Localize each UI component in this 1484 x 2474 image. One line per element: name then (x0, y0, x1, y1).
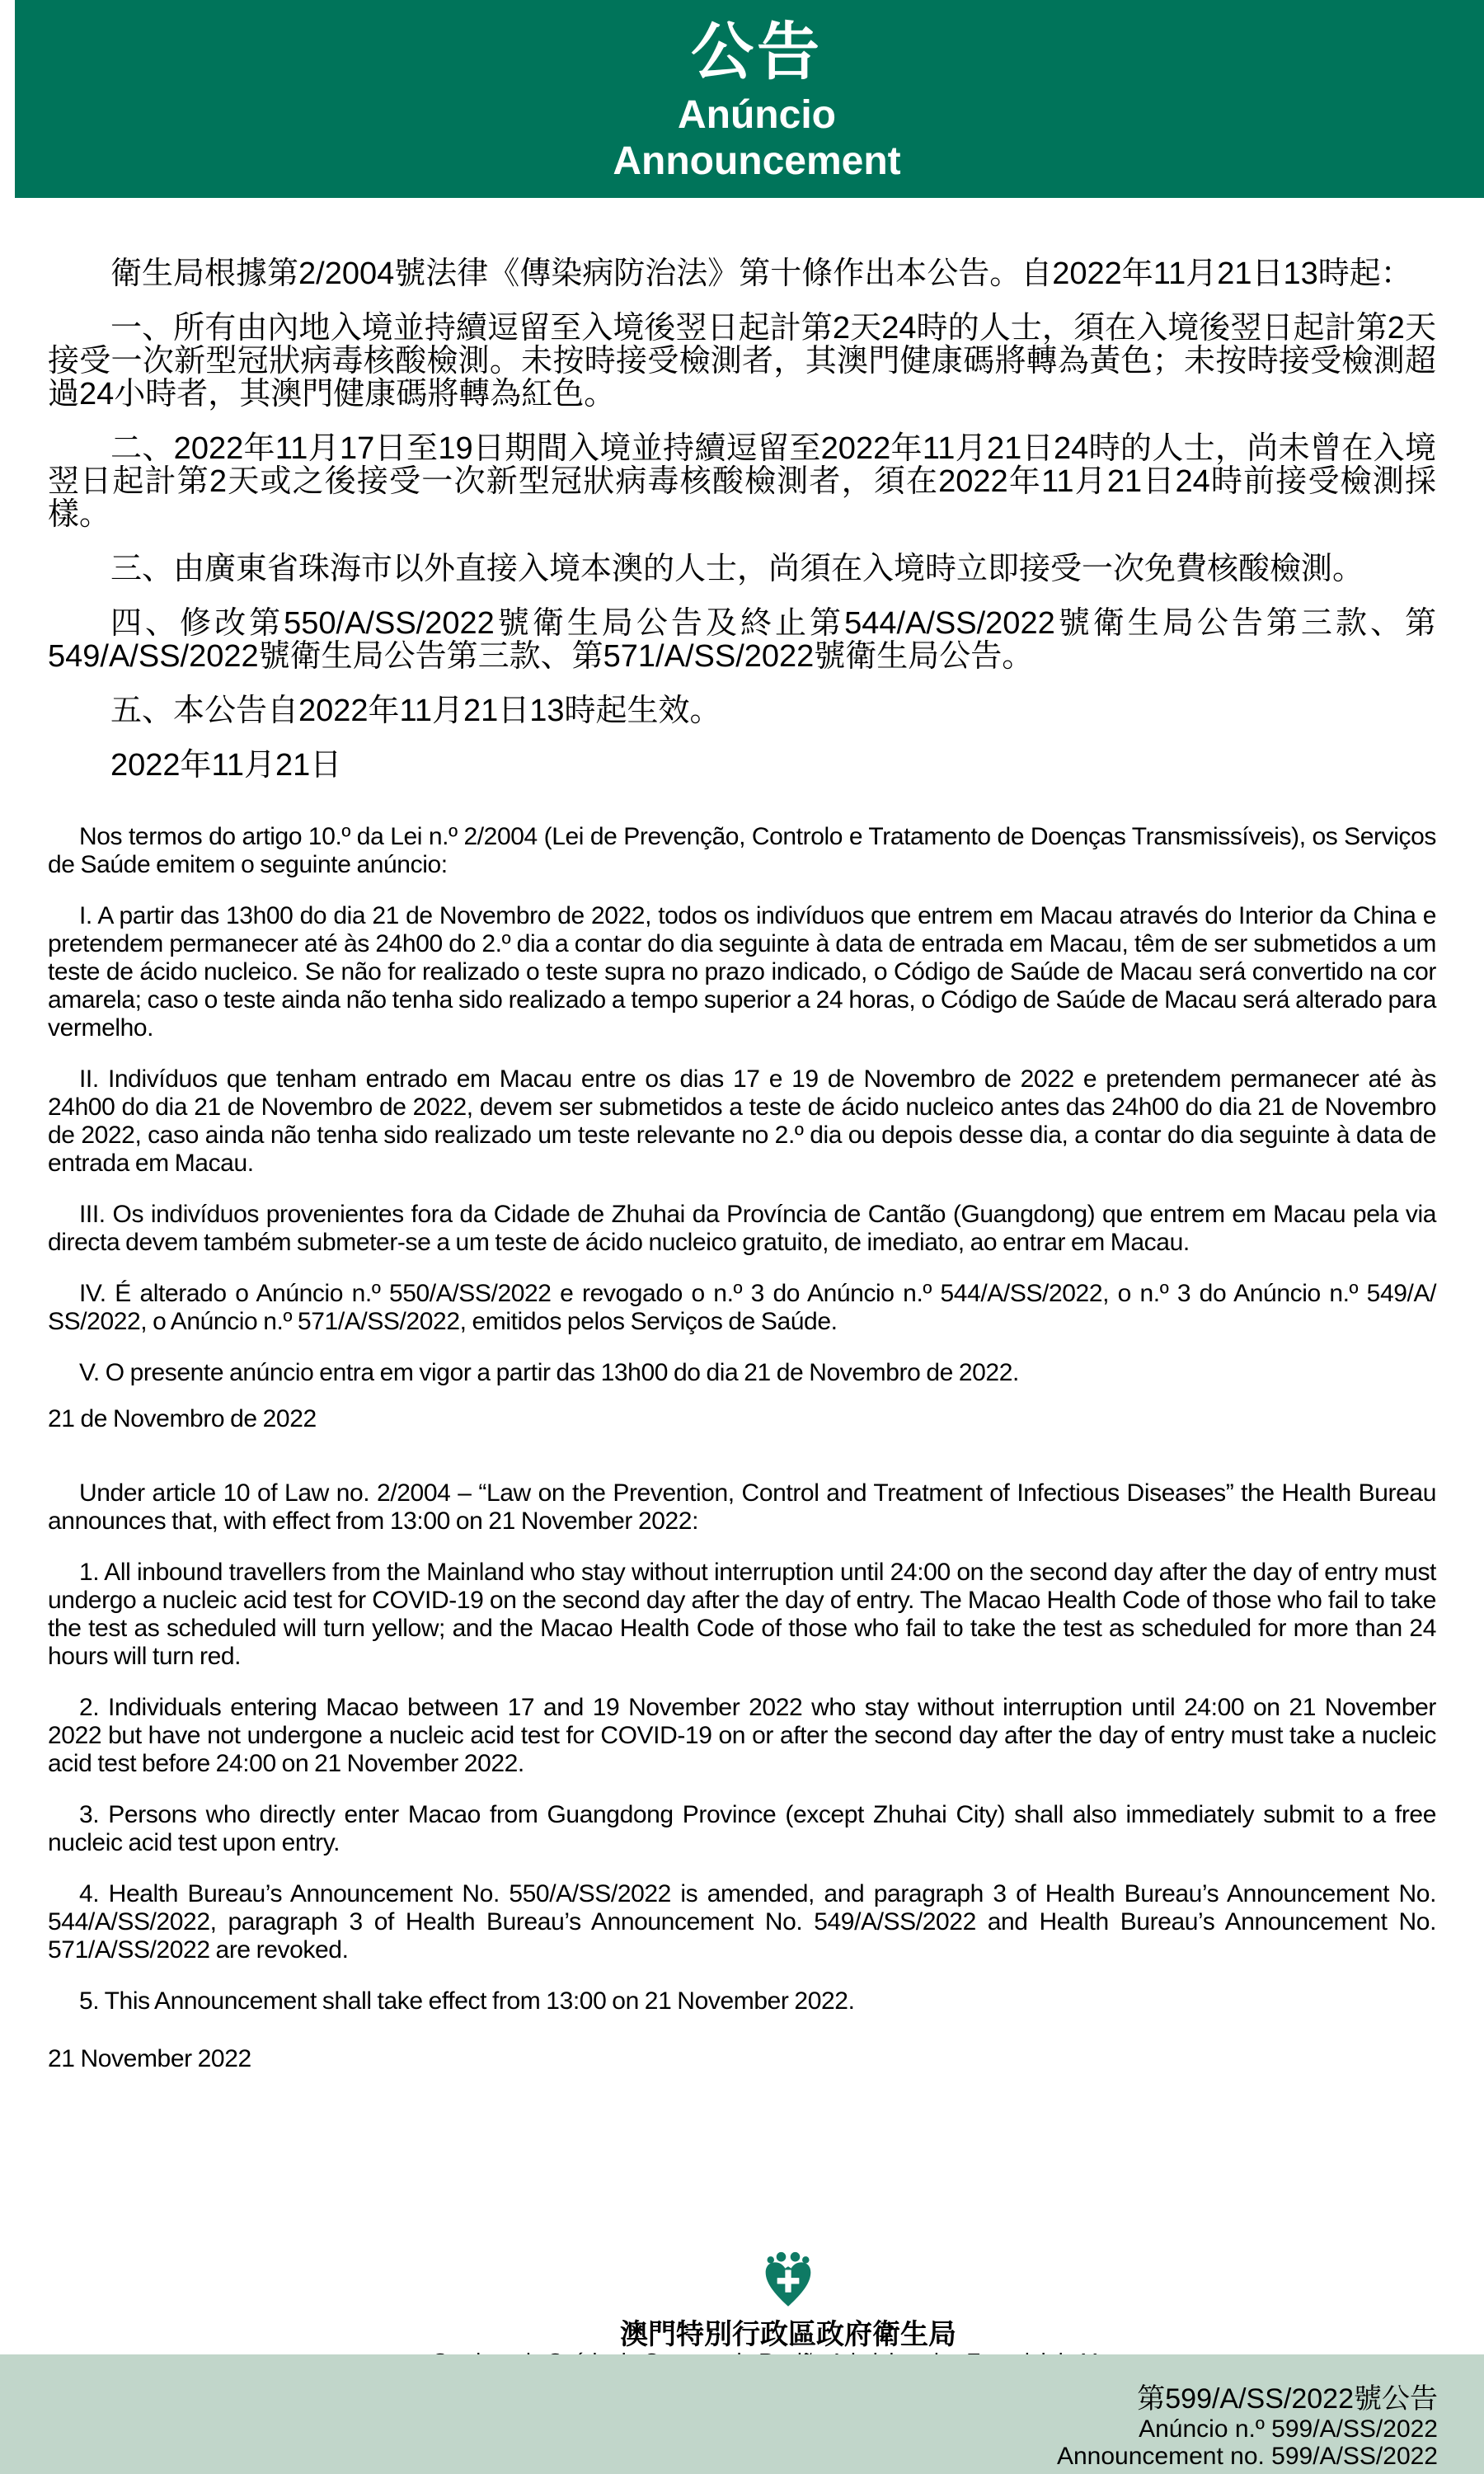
document-body (0, 257, 1484, 2373)
chinese-section (48, 257, 1436, 782)
en-paragraph-intro: Under article 10 of Law no. 2/2004 – “Law on the Prevention, Control and Treatment of Infectious Diseases” the Health Bureau announces that, with effect from 13:00 on 21 November 2022: (48, 1479, 1436, 1535)
portuguese-section (48, 823, 1436, 1433)
announcement-banner (15, 0, 1484, 198)
banner-title-portuguese: Anúncio (678, 93, 836, 137)
zh-paragraph-intro: 衛生局根據第2/2004號法律《傳染病防治法》第十條作出本公告。自2022年11月21日13時起： (110, 256, 1412, 291)
en-paragraph-2: 2. Individuals entering Macao between 17 and 19 November 2022 who stay without interruption until 24:00 on 21 November 2022 but have not undergone a nucleic acid test for COVID-19 on or after the second day after the day of entry must take a nucleic acid test before 24:00 on 21 November 2022. (48, 1694, 1436, 1777)
en-paragraph-4: 4. Health Bureau’s Announcement No. 550/A/SS/2022 is amended, and paragraph 3 of Health Bureau’s Announcement No. 544/A/SS/2022, paragraph 3 of Health Bureau’s Announcement No. 549/A/SS/2022 and Health Bureau’s Announcement No. 571/A/SS/2022 are revoked. (48, 1880, 1436, 1964)
en-date: 21 November 2022 (48, 2045, 251, 2072)
pt-paragraph-2: II. Indivíduos que tenham entrado em Macau entre os dias 17 e 19 de Novembro de 2022 e pretendem permanecer até às 24h00 do dia 21 de Novembro de 2022, devem ser submetidos a teste de ácido nucleico antes das 24h00 do dia 21 de Novembro de 2022, caso ainda não tenha sido realizado um teste relevante no 2.º dia ou depois desse dia, a contar do dia seguinte à data de entrada em Macau. (48, 1065, 1436, 1177)
zh-paragraph-3: 三、由廣東省珠海市以外直接入境本澳的人士，尚須在入境時立即接受一次免費核酸檢測。 (110, 552, 1364, 586)
pt-paragraph-intro: Nos termos do artigo 10.º da Lei n.º 2/2004 (Lei de Prevenção, Controlo e Tratamento de Doenças Transmissíveis), os Serviços de Saúde emitem o seguinte anúncio: (48, 823, 1436, 878)
zh-paragraph-4: 四、修改第550/A/SS/2022號衛生局公告及終止第544/A/SS/2022號衛生局公告第三款、第549/A/SS/2022號衛生局公告第三款、第571/A/SS/2022號衛生局公告。 (48, 606, 1436, 674)
pt-paragraph-5: V. O presente anúncio entra em vigor a partir das 13h00 do dia 21 de Novembro de 2022. (79, 1359, 1019, 1386)
en-paragraph-5: 5. This Announcement shall take effect from 13:00 on 21 November 2022. (79, 1987, 855, 2015)
pt-date: 21 de Novembro de 2022 (48, 1405, 317, 1432)
banner-title-chinese: 公告 (691, 17, 823, 87)
english-section (48, 1479, 1436, 2073)
banner-title-english: Announcement (613, 139, 901, 183)
zh-paragraph-1: 一、所有由內地入境並持續逗留至入境後翌日起計第2天24時的人士，須在入境後翌日起計第2天接受一次新型冠狀病毒核酸檢測。未按時接受檢測者，其澳門健康碼將轉為黃色；未按時接受檢測超過24小時者，其澳門健康碼將轉為紅色。 (48, 311, 1436, 412)
zh-date: 2022年11月21日 (110, 748, 342, 783)
zh-paragraph-5: 五、本公告自2022年11月21日13時起生效。 (110, 694, 721, 728)
reference-number-chinese: 第599/A/SS/2022號公告 (1137, 2383, 1438, 2415)
reference-number-band (0, 2354, 1484, 2474)
issuer-name-chinese: 澳門特別行政區政府衛生局 (620, 2319, 956, 2350)
en-paragraph-1: 1. All inbound travellers from the Mainland who stay without interruption until 24:00 on the second day after the day of entry must undergo a nucleic acid test for COVID-19 on the second day after the day of entry. The Macao Health Code of those who fail to take the test as scheduled will turn yellow; and the Macao Health Code of those who fail to take the test as scheduled for more than 24 hours will turn red. (48, 1559, 1436, 1670)
reference-number-english: Announcement no. 599/A/SS/2022 (1056, 2443, 1438, 2470)
reference-number-portuguese: Anúncio n.º 599/A/SS/2022 (1139, 2415, 1438, 2443)
health-bureau-heart-cross-logo-icon (762, 2251, 815, 2307)
pt-paragraph-1: I. A partir das 13h00 do dia 21 de Novembro de 2022, todos os indivíduos que entrem em Macau através do Interior da China e pretendem permanecer até às 24h00 do 2.º dia a contar do dia seguinte à data de entrada em Macau, têm de ser submetidos a um teste de ácido nucleico. Se não for realizado o teste supra no prazo indicado, o Código de Saúde de Macau será convertido na cor amarela; caso o teste ainda não tenha sido realizado a tempo superior a 24 horas, o Código de Saúde de Macau será alterado para vermelho. (48, 902, 1436, 1042)
pt-paragraph-3: III. Os indivíduos provenientes fora da Cidade de Zhuhai da Província de Cantão (Guangdong) que entrem em Macau pela via directa devem também submeter-se a um teste de ácido nucleico gratuito, de imediato, ao entrar em Macau. (48, 1201, 1436, 1256)
en-paragraph-3: 3. Persons who directly enter Macao from Guangdong Province (except Zhuhai City) shall also immediately submit to a free nucleic acid test upon entry. (48, 1801, 1436, 1856)
zh-paragraph-2: 二、2022年11月17日至19日期間入境並持續逗留至2022年11月21日24時的人士，尚未曾在入境翌日起計第2天或之後接受一次新型冠狀病毒核酸檢測者，須在2022年11月21日24時前接受檢測採樣。 (48, 431, 1436, 532)
pt-paragraph-4: IV. É alterado o Anúncio n.º 550/A/SS/2022 e revogado o n.º 3 do Anúncio n.º 544/A/SS/2022, o n.º 3 do Anúncio n.º 549/A/ SS/2022, o Anúncio n.º 571/A/SS/2022, emitidos pelos Serviços de Saúde. (48, 1280, 1436, 1335)
